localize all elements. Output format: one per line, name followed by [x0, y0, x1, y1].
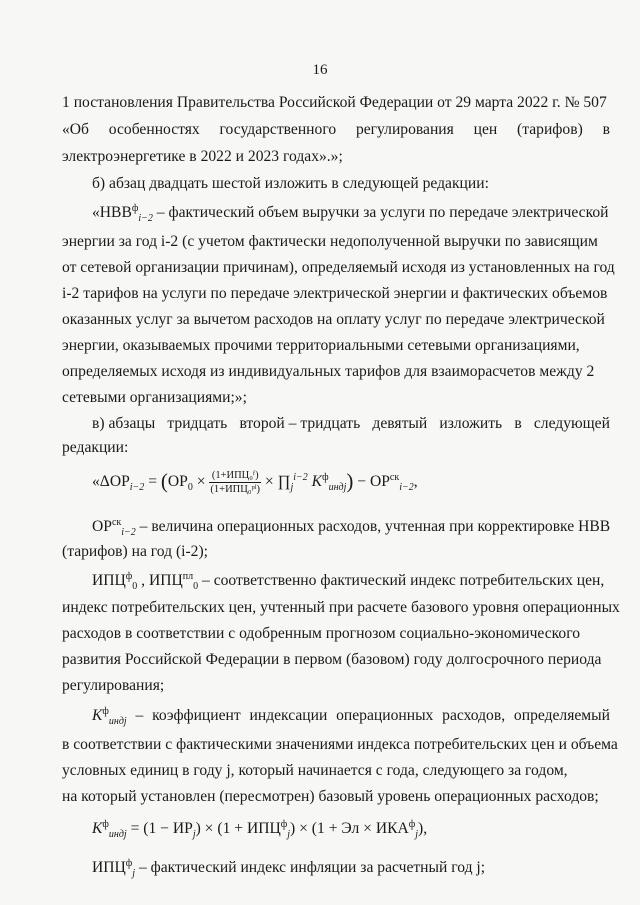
text-line: регулирования;	[62, 677, 165, 694]
word: в	[514, 415, 522, 432]
definition-op-ck: $ОР^{ск}_{i-2}$ – величина операционных расходов, учтенная при корректировке НВВ	[92, 516, 611, 539]
word: государственного	[219, 121, 337, 138]
word: второй – тридцать	[239, 415, 361, 432]
text-line: индекс потребительских цен, учтенный при расчете базового уровня операционных	[62, 599, 620, 616]
text-line: электроэнергетике в 2022 и 2023 годах».»;	[62, 148, 343, 165]
word: (тарифов)	[517, 121, 583, 138]
fraction: $\frac{\text{(1+ИПЦ₀ᶠ)}}{\text{(1+ИПЦ₀ᵖˡ)}}$	[210, 470, 261, 495]
word: особенностях	[108, 121, 200, 138]
text-line: сетевыми организациями;»;	[62, 389, 247, 406]
text-line: оказанных услуг за вычетом расходов на оплату услуг по передаче электрической	[62, 311, 605, 328]
word: следующей	[533, 415, 610, 432]
definition-ipc: $ИПЦ^ф_0$ , $ИПЦ^{пл}_0$ – соответственно фактический индекс потребительских цен,	[92, 570, 605, 593]
text-line: на который установлен (пересмотрен) базовый уровень операционных расходов;	[62, 788, 599, 805]
text-line: редакции:	[62, 439, 129, 456]
word: индексации	[249, 707, 328, 724]
text-line: (тарифов) на год (i-2);	[62, 543, 209, 560]
text-line: от сетевой организации причинам), определяемый исходя из установленных на год	[62, 259, 615, 276]
text-line: определяемых исходя из индивидуальных тарифов для взаиморасчетов между 2	[62, 363, 595, 380]
formula-delta-op: «$\Delta ОР_{i-2} = (ОР_0$ × $\frac{\text{(1+ИПЦ₀ᶠ)}}{\text{(1+ИПЦ₀ᵖˡ)}}$ × $\prod_j^{i-2}$ $K^ф_{индj}) - ОР^{ск}_{i-2}$,	[92, 469, 418, 495]
word: девятый	[372, 415, 428, 432]
definition-ipc-j: $ИПЦ^ф_j$ – фактический индекс инфляции за расчетный год j;	[92, 857, 486, 880]
text-line: i-2 тарифов на услуги по передаче электрической энергии и фактических объемов	[62, 285, 608, 302]
word: «Об	[62, 121, 89, 138]
text-line: энергии, оказываемых прочими территориальными сетевыми организациями,	[62, 337, 580, 354]
text-line: развития Российской Федерации в первом (базовом) году долгосрочного периода	[62, 651, 602, 668]
text-line: в соответствии с фактическими значениями индекса потребительских цен и объема	[62, 736, 618, 753]
text-line-justified	[92, 414, 610, 434]
word: операционных	[336, 707, 434, 724]
word: в) абзацы	[92, 415, 156, 432]
word: –	[135, 707, 144, 724]
word: определяемый	[513, 707, 610, 724]
word: изложить	[439, 415, 503, 432]
word: в	[602, 121, 610, 138]
definition-nvv: «$НВВ^ф_{i-2}$ – фактический объем выручки за услуги по передаче электрической	[92, 202, 609, 225]
word: регулирования	[355, 121, 454, 138]
text-line: энергии за год i-2 (с учетом фактически недополученной выручки по зависящим	[62, 233, 598, 250]
text-line: 1 постановления Правительства Российской Федерации от 29 марта 2022 г. № 507	[62, 94, 607, 111]
text-line-justified	[62, 120, 610, 140]
word: расходов,	[442, 707, 506, 724]
text-line: расходов в соответствии с одобренным прогнозом социально-экономического	[62, 625, 581, 642]
word: тридцать	[167, 415, 228, 432]
definition-k-ind: $K^ф_{индj}$ – коэффициент индексации операционных расходов, определяемый	[92, 705, 610, 728]
page-number: 16	[312, 62, 328, 78]
formula-k-ind: $K^ф_{индj} = (1 - ИР_j) \times (1 + ИПЦ^ф_j) \times (1$ + Эл × $ИКА^ф_j$),	[92, 818, 428, 841]
word: коэффициент	[152, 707, 241, 724]
text-line: условных единиц в году j, который начинается с года, следующего за годом,	[62, 762, 568, 779]
word: цен	[473, 121, 498, 138]
text-line: б) абзац двадцать шестой изложить в следующей редакции:	[92, 175, 489, 192]
